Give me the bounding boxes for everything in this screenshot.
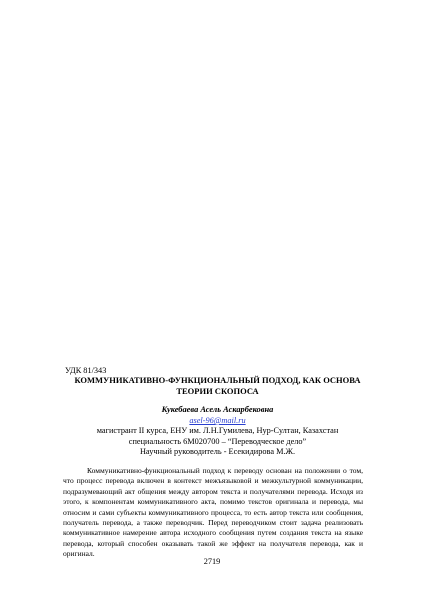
- title-line-1: КОММУНИКАТИВНО-ФУНКЦИОНАЛЬНЫЙ ПОДХОД, КАК ОСНОВА: [74, 375, 361, 385]
- paragraph-line: получатель перевода, а также переводчик. Перед переводчиком стоит задача реализовать: [63, 518, 363, 528]
- paragraph-line: подразумевающий акт общения между автором текста и получателями перевода. Исходя из: [63, 486, 363, 496]
- supervisor-line: Научный руководитель - Есекидирова М.Ж.: [139, 447, 296, 457]
- paragraph-line: что процесс перевода включен в контекст межъязыковой и межкультурной коммуникации,: [63, 476, 363, 486]
- paragraph-line: Коммуникативно-функциональный подход к переводу основан на положении о том,: [87, 466, 363, 475]
- title-line-2: ТЕОРИИ СКОПОСА: [176, 385, 259, 396]
- paragraph-line: оригинал.: [63, 549, 95, 559]
- udc-code: УДК 81/343: [65, 366, 107, 375]
- paragraph-line: относим и сами субъекты коммуникативного процесса, то есть автор текста или сообщения,: [63, 507, 363, 517]
- author-name: Кукебаева Асель Аскарбековна: [161, 405, 274, 414]
- paragraph-line: этого, к компонентам коммуникативного акта, помимо текстов оригинала и перевода, мы: [63, 497, 363, 507]
- author-email-link[interactable]: asel-96@mail.ru: [189, 416, 246, 425]
- abstract-paragraph: [63, 466, 363, 560]
- author-info: [65, 416, 370, 458]
- page-number: 2719: [203, 557, 221, 566]
- affiliation-line-1: магистрант II курса, ЕНУ им. Л.Н.Гумилева, Нур-Султан, Казахстан: [96, 426, 339, 436]
- affiliation-line-2: специальность 6М020700 – “Переводческое дело”: [128, 436, 307, 446]
- article-title: [65, 375, 370, 396]
- paragraph-line: перевода, который способен оказывать такой же эффект на получателя перевода, как и: [63, 538, 363, 548]
- paragraph-line: коммуникативное намерение автора исходного сообщения путем создания текста на языке: [63, 528, 363, 538]
